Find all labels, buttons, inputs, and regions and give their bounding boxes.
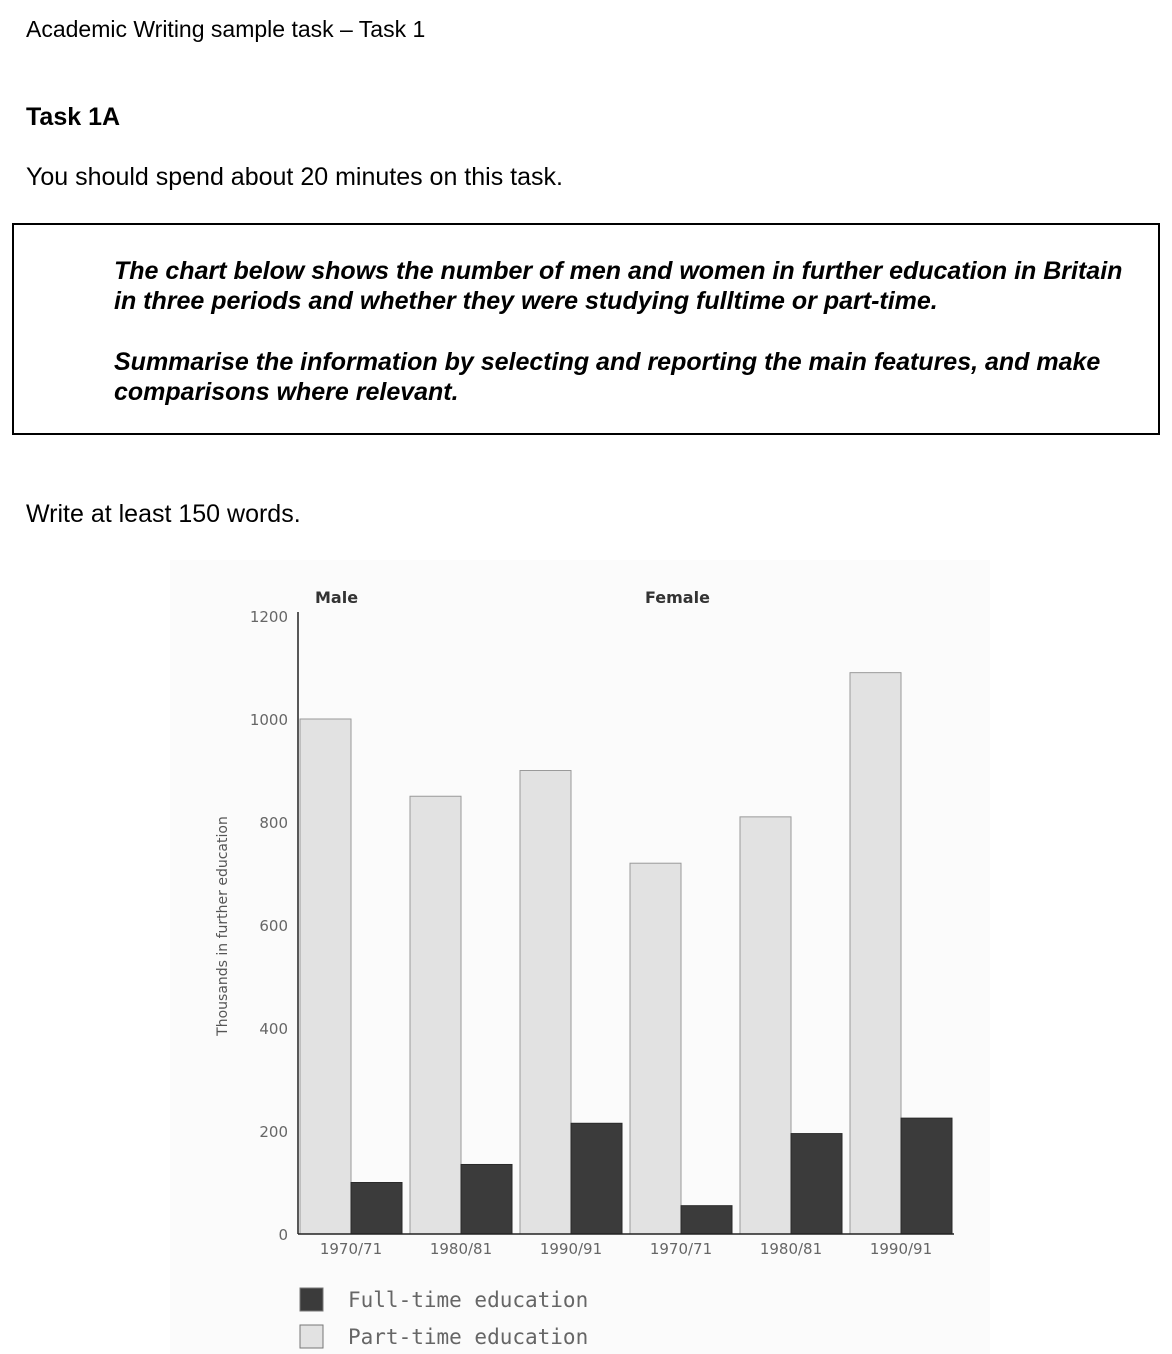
x-tick-label-male-1990-91: 1990/91 (539, 1240, 603, 1258)
x-tick-label-male-1980-81: 1980/81 (429, 1240, 493, 1258)
bar-male-full-time-1970-71 (351, 1183, 402, 1235)
task-heading: Task 1A (26, 103, 121, 131)
bar-female-full-time-1980-81 (791, 1134, 842, 1234)
group-label-female: Female (645, 588, 710, 607)
y-tick-label-400: 400 (259, 1020, 288, 1038)
x-tick-label-female-1970-71: 1970/71 (649, 1240, 713, 1258)
x-tick-label-female-1990-91: 1990/91 (869, 1240, 933, 1258)
y-tick-label-0: 0 (278, 1226, 288, 1244)
bar-male-part-time-1970-71 (300, 719, 351, 1234)
doc-header: Academic Writing sample task – Task 1 (26, 16, 426, 42)
legend-swatch-full-time-education (300, 1288, 323, 1311)
bar-chart (170, 560, 990, 1354)
bar-female-full-time-1970-71 (681, 1206, 732, 1234)
y-tick-label-1000: 1000 (249, 711, 288, 729)
word-count-instruction: Write at least 150 words. (26, 500, 301, 528)
bar-female-part-time-1980-81 (740, 817, 791, 1234)
group-label-male: Male (315, 588, 359, 607)
bar-male-part-time-1990-91 (520, 771, 571, 1235)
legend-swatch-part-time-education (300, 1325, 323, 1348)
bar-female-part-time-1990-91 (850, 673, 901, 1234)
y-tick-label-200: 200 (259, 1123, 288, 1141)
chart-container (170, 560, 990, 1354)
prompt-description: The chart below shows the number of men and women in further education in Britain in three periods and whether they were studying fulltime or part-time. (114, 257, 1123, 315)
bar-male-full-time-1980-81 (461, 1164, 512, 1234)
y-axis-title: Thousands in further education (215, 816, 231, 1036)
legend-layer (300, 1288, 588, 1349)
x-tick-label-male-1970-71: 1970/71 (319, 1240, 383, 1258)
x-tick-label-female-1980-81: 1980/81 (759, 1240, 823, 1258)
y-tick-label-600: 600 (259, 917, 288, 935)
y-tick-label-800: 800 (259, 814, 288, 832)
prompt-box (12, 223, 1160, 435)
bar-male-part-time-1980-81 (410, 796, 461, 1234)
bar-female-part-time-1970-71 (630, 863, 681, 1234)
bars-layer (300, 673, 952, 1234)
prompt-instruction: Summarise the information by selecting and reporting the main features, and make comparisons where relevant. (114, 348, 1101, 406)
y-tick-label-1200: 1200 (249, 608, 288, 626)
bar-male-full-time-1990-91 (571, 1123, 622, 1234)
legend-label-full-time-education: Full-time education (348, 1288, 589, 1312)
time-instruction: You should spend about 20 minutes on this task. (26, 163, 563, 191)
legend-label-part-time-education: Part-time education (348, 1325, 589, 1349)
bar-female-full-time-1990-91 (901, 1118, 952, 1234)
